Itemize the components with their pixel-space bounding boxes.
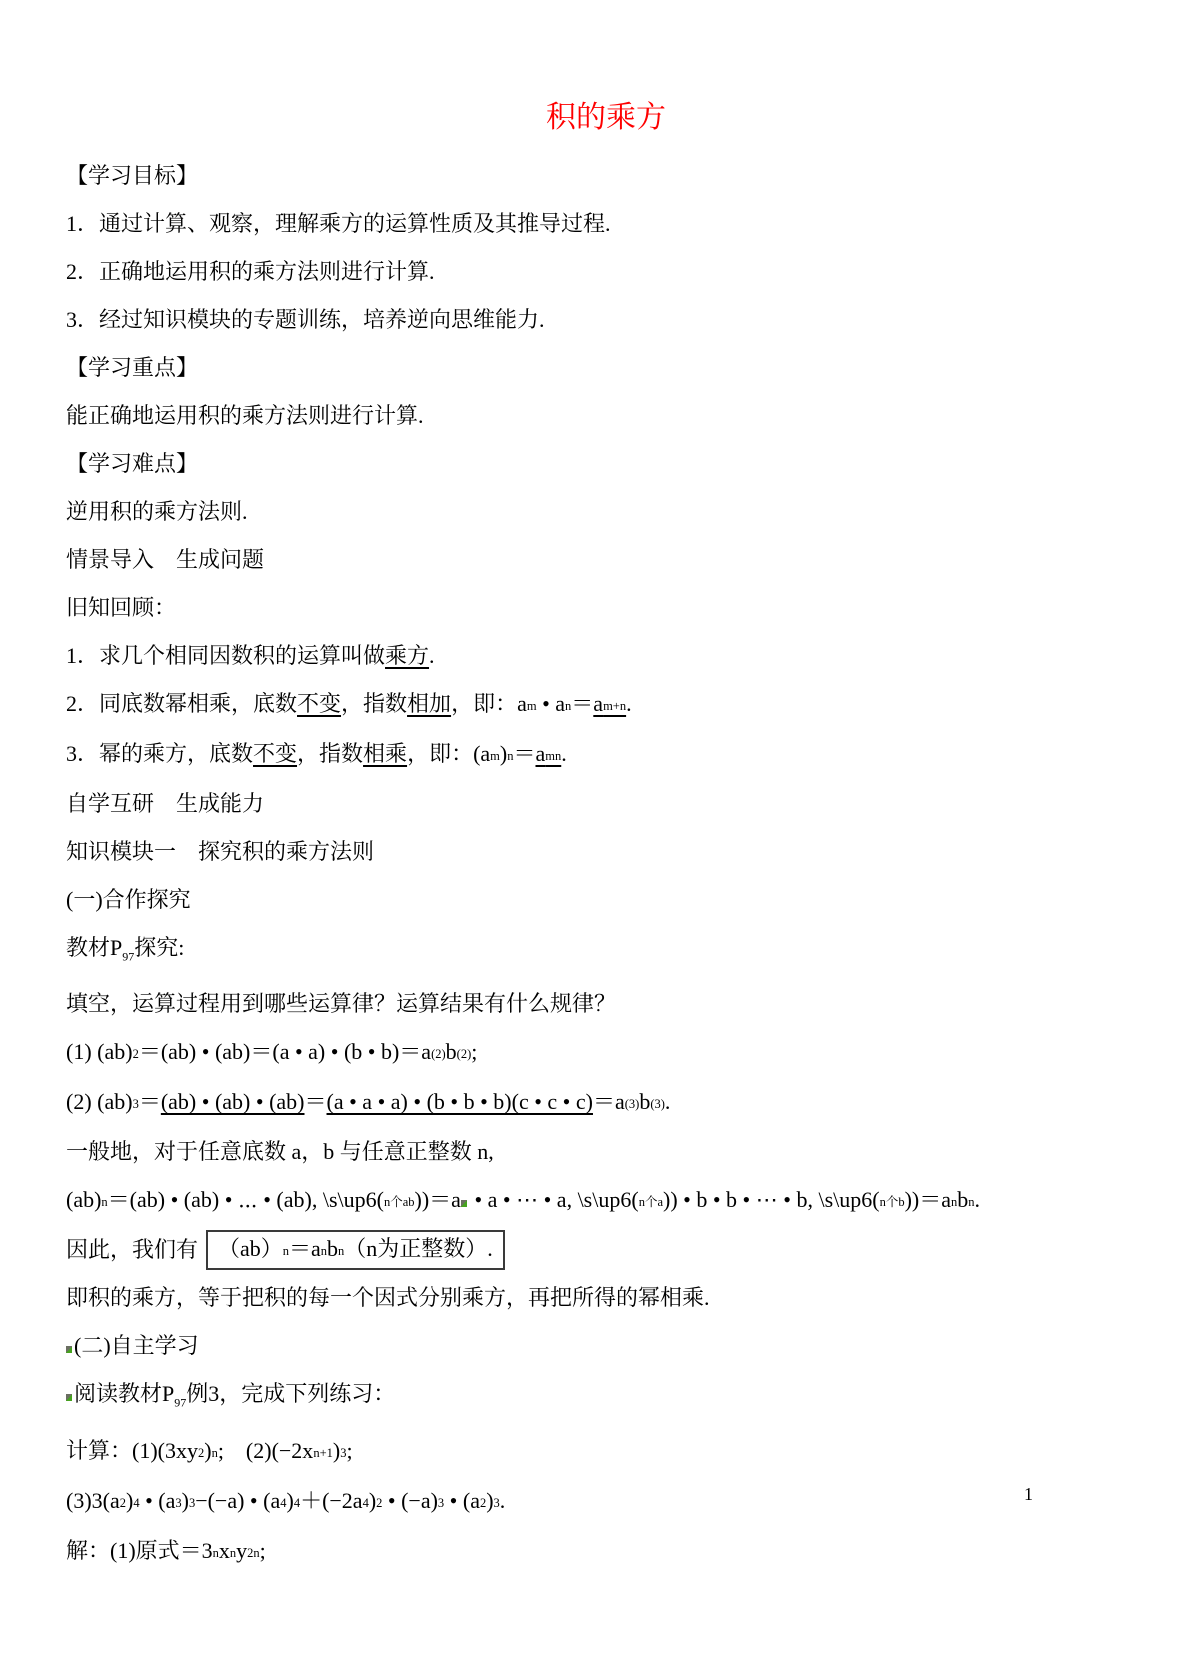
old-knowledge-review-label	[66, 584, 1146, 632]
text-run: .	[499, 1487, 506, 1513]
subsection-self-learning	[66, 1322, 1146, 1370]
goal-item-3	[66, 296, 1146, 344]
text-run: .	[626, 691, 632, 716]
exponent-text: 2	[197, 1445, 205, 1460]
text-run: 填空，运算过程用到哪些运算律？运算结果有什么规律？	[66, 991, 617, 1017]
exponent-text: n	[338, 1244, 345, 1259]
text-run: )	[181, 1487, 189, 1513]
text-run	[327, 1089, 593, 1114]
exponent-text: n	[507, 749, 514, 763]
exponent-text: n个ab	[383, 1195, 415, 1210]
heading-learning-difficulty	[66, 440, 1146, 488]
text-run: ＝	[571, 691, 594, 716]
text-run: 解：(1)原式＝3	[66, 1537, 213, 1563]
exponent-text: (2)	[431, 1047, 446, 1062]
exponent-text: 2	[119, 1495, 126, 1510]
goal-item-1	[66, 200, 1146, 248]
text-run: 计算：(1)(3xy	[66, 1437, 198, 1463]
exponent-text: n	[212, 1545, 219, 1560]
text-run: 相乘	[363, 741, 408, 766]
text-run: • a • ⋯ • a, \s\up6(	[468, 1187, 639, 1213]
text-run: ＝(ab) • (ab) • ⋯ • (ab), \s\up6(	[107, 1187, 384, 1213]
text-run: )	[499, 741, 508, 766]
text-run: )	[204, 1437, 212, 1463]
text-run: 逆用积的乘方法则.	[66, 499, 248, 524]
text-run: ;	[259, 1537, 266, 1563]
text-run: 【学习目标】	[66, 163, 199, 188]
exponent-text: mn	[545, 749, 562, 763]
text-run: 2．正确地运用积的乘方法则进行计算.	[66, 259, 435, 284]
text-run: y	[236, 1537, 248, 1563]
text-run: 教材P	[66, 935, 123, 960]
exponent-text: 4	[133, 1495, 140, 1510]
exercise-3	[66, 1477, 1146, 1527]
review-item-1	[66, 632, 1146, 680]
goal-item-2	[66, 248, 1146, 296]
exponent-text: n	[320, 1244, 328, 1259]
text-run: 因此，我们有	[66, 1237, 199, 1263]
exponent-text: 3	[175, 1495, 182, 1510]
exponent-text: 2	[479, 1495, 487, 1510]
text-run: b	[445, 1039, 457, 1065]
text-run: b	[639, 1089, 651, 1115]
exponent-text: n个a	[638, 1195, 663, 1210]
exponent-text: n个b	[879, 1195, 905, 1210]
text-run: ＝(ab) • (ab)＝(a • a) • (b • b)＝a	[138, 1039, 432, 1065]
text-run: ＝	[138, 1089, 161, 1115]
text-run: 【学习难点】	[66, 451, 199, 476]
edit-mark-icon	[461, 1200, 467, 1207]
text-run: )) • b • b • ⋯ • b, \s\up6(	[663, 1187, 880, 1213]
exponent-text: 2	[132, 1047, 139, 1062]
exponent-text: 2n	[247, 1545, 260, 1560]
text-run: 不变	[253, 741, 298, 766]
text-run: ，指数	[297, 741, 364, 766]
text-run: • (a	[444, 1487, 480, 1513]
text-run: (a • a • a) • (b • b • b)(c • c • c)	[326, 1089, 593, 1115]
exponent-text: (3)	[624, 1097, 640, 1112]
text-run: 2．同底数幂相乘，底数	[66, 691, 298, 716]
focus-text	[66, 392, 1146, 440]
page-number: 1	[1024, 1484, 1033, 1504]
text-run: ＝	[304, 1089, 327, 1115]
text-run: ))＝a	[414, 1187, 461, 1213]
text-run: 相加	[407, 691, 452, 716]
text-run: a	[535, 741, 546, 766]
exponent-text: n	[211, 1445, 218, 1460]
text-run: )	[368, 1487, 377, 1513]
text-run	[535, 741, 561, 766]
text-run: 例3，完成下列练习：	[186, 1381, 396, 1407]
reading-task	[66, 1370, 1146, 1426]
text-run: ＋(−2a	[300, 1487, 363, 1513]
text-run: (3)3(a	[66, 1487, 120, 1513]
text-run: 不变	[297, 691, 342, 716]
text-run: ;	[471, 1039, 478, 1065]
heading-learning-focus	[66, 344, 1146, 392]
text-run: )	[126, 1487, 134, 1513]
exponent-text: n	[951, 1195, 958, 1210]
document-body	[66, 96, 1146, 1577]
exponent-text: (3)	[650, 1097, 665, 1112]
section-scene-intro	[66, 536, 1146, 584]
text-run: 能正确地运用积的乘方法则进行计算.	[66, 403, 424, 428]
exponent-text: 3	[437, 1495, 445, 1510]
exponent-text: m+n	[603, 699, 627, 713]
general-case-intro	[66, 1128, 1146, 1176]
conclusion-line	[66, 1226, 1146, 1274]
text-run: x	[218, 1537, 230, 1563]
text-run: (ab) • (ab) • (ab)	[160, 1089, 305, 1115]
text-run: (ab)	[66, 1187, 102, 1213]
text-run: b	[957, 1187, 969, 1213]
subsection-cooperative-inquiry	[66, 876, 1146, 924]
text-run: (1) (ab)	[66, 1039, 133, 1065]
exponent-text: m	[490, 749, 500, 763]
heading-learning-goals	[66, 152, 1146, 200]
edit-mark-icon	[66, 1394, 72, 1401]
text-run: 自学互研 生成能力	[66, 791, 265, 816]
subscript-text: 97	[174, 1395, 187, 1410]
exponent-text: 4	[280, 1495, 287, 1510]
exponent-text: 2	[376, 1495, 383, 1510]
text-run: 【学习重点】	[66, 355, 199, 380]
exponent-text: (2)	[456, 1047, 472, 1062]
text-run: b	[327, 1236, 339, 1262]
equation-2	[66, 1078, 1146, 1128]
exponent-text: n	[101, 1195, 108, 1210]
textbook-ref-inquiry	[66, 924, 1146, 980]
exercise-1-2	[66, 1427, 1146, 1477]
exponent-text: 3	[188, 1495, 196, 1510]
exponent-text: 3	[340, 1445, 347, 1460]
text-run: 探究:	[134, 935, 185, 960]
rule-statement	[66, 1274, 1146, 1322]
exponent-text: 3	[132, 1097, 139, 1112]
text-run	[161, 1089, 305, 1114]
text-run: .	[561, 741, 567, 766]
text-run: （n为正整数）.	[344, 1236, 493, 1262]
exponent-text: n	[282, 1244, 290, 1259]
review-item-2	[66, 680, 1146, 730]
difficulty-text	[66, 488, 1146, 536]
text-run: )	[486, 1487, 494, 1513]
text-run: )	[332, 1437, 341, 1463]
fill-blank-question	[66, 980, 1146, 1028]
text-run: .	[429, 643, 435, 668]
text-run: ＝	[513, 741, 536, 766]
text-run: .	[664, 1089, 671, 1115]
text-run: 阅读教材P	[74, 1381, 175, 1407]
text-run: ; (2)(−2x	[217, 1437, 314, 1463]
solution-line-1	[66, 1527, 1146, 1577]
exponent-text: n	[229, 1545, 237, 1560]
formula-box	[206, 1230, 505, 1270]
text-run: ，即：a	[451, 691, 527, 716]
text-run: 3．幂的乘方，底数	[66, 741, 254, 766]
text-run: ))＝a	[904, 1187, 952, 1213]
text-run: 一般地，对于任意底数 a，b 与任意正整数 n,	[66, 1139, 494, 1165]
text-run: ＝a	[289, 1236, 321, 1262]
review-item-3	[66, 730, 1146, 780]
text-run: • a	[536, 691, 566, 716]
exponent-text: m	[526, 699, 537, 713]
text-run: .	[974, 1187, 981, 1213]
exponent-text: 4	[293, 1495, 301, 1510]
text-run: 3．经过知识模块的专题训练，培养逆向思维能力.	[66, 307, 545, 332]
text-run: a	[593, 691, 604, 716]
text-run: (2) (ab)	[66, 1089, 133, 1115]
text-run: (一)合作探究	[66, 887, 191, 912]
equation-1	[66, 1028, 1146, 1078]
exponent-text: 3	[493, 1495, 500, 1510]
text-run: ＝a	[592, 1089, 625, 1115]
text-run: 知识模块一 探究积的乘方法则	[66, 839, 375, 864]
text-run: • (−a)	[382, 1487, 438, 1513]
text-run	[593, 691, 626, 716]
edit-mark-icon	[66, 1346, 72, 1353]
knowledge-module-one	[66, 828, 1146, 876]
text-run: • (a	[139, 1487, 176, 1513]
text-run: 即积的乘方，等于把积的每一个因式分别乘方，再把所得的幂相乘.	[66, 1285, 710, 1311]
text-run: ，即：(a	[407, 741, 491, 766]
text-run: 旧知回顾：	[66, 595, 177, 620]
text-run: （ab）	[218, 1236, 283, 1262]
text-run: )	[286, 1487, 294, 1513]
text-run: −(−a) • (a	[195, 1487, 281, 1513]
page-title: 积的乘方	[546, 101, 666, 134]
exponent-text: n	[565, 699, 572, 713]
exponent-text: n+1	[313, 1445, 333, 1460]
text-run: (二)自主学习	[74, 1333, 199, 1359]
general-formula	[66, 1176, 1146, 1226]
section-self-study	[66, 780, 1146, 828]
paragraph-list	[66, 152, 1146, 1577]
text-run: 1．通过计算、观察，理解乘方的运算性质及其推导过程.	[66, 211, 611, 236]
text-run: ;	[346, 1437, 353, 1463]
text-run: 情景导入 生成问题	[66, 547, 265, 572]
exponent-text: 4	[362, 1495, 369, 1510]
text-run: ，指数	[341, 691, 408, 716]
text-run: 乘方	[385, 643, 430, 668]
exponent-text: n	[968, 1195, 975, 1210]
text-run: 1．求几个相同因数积的运算叫做	[66, 643, 386, 668]
subscript-text: 97	[122, 949, 135, 964]
